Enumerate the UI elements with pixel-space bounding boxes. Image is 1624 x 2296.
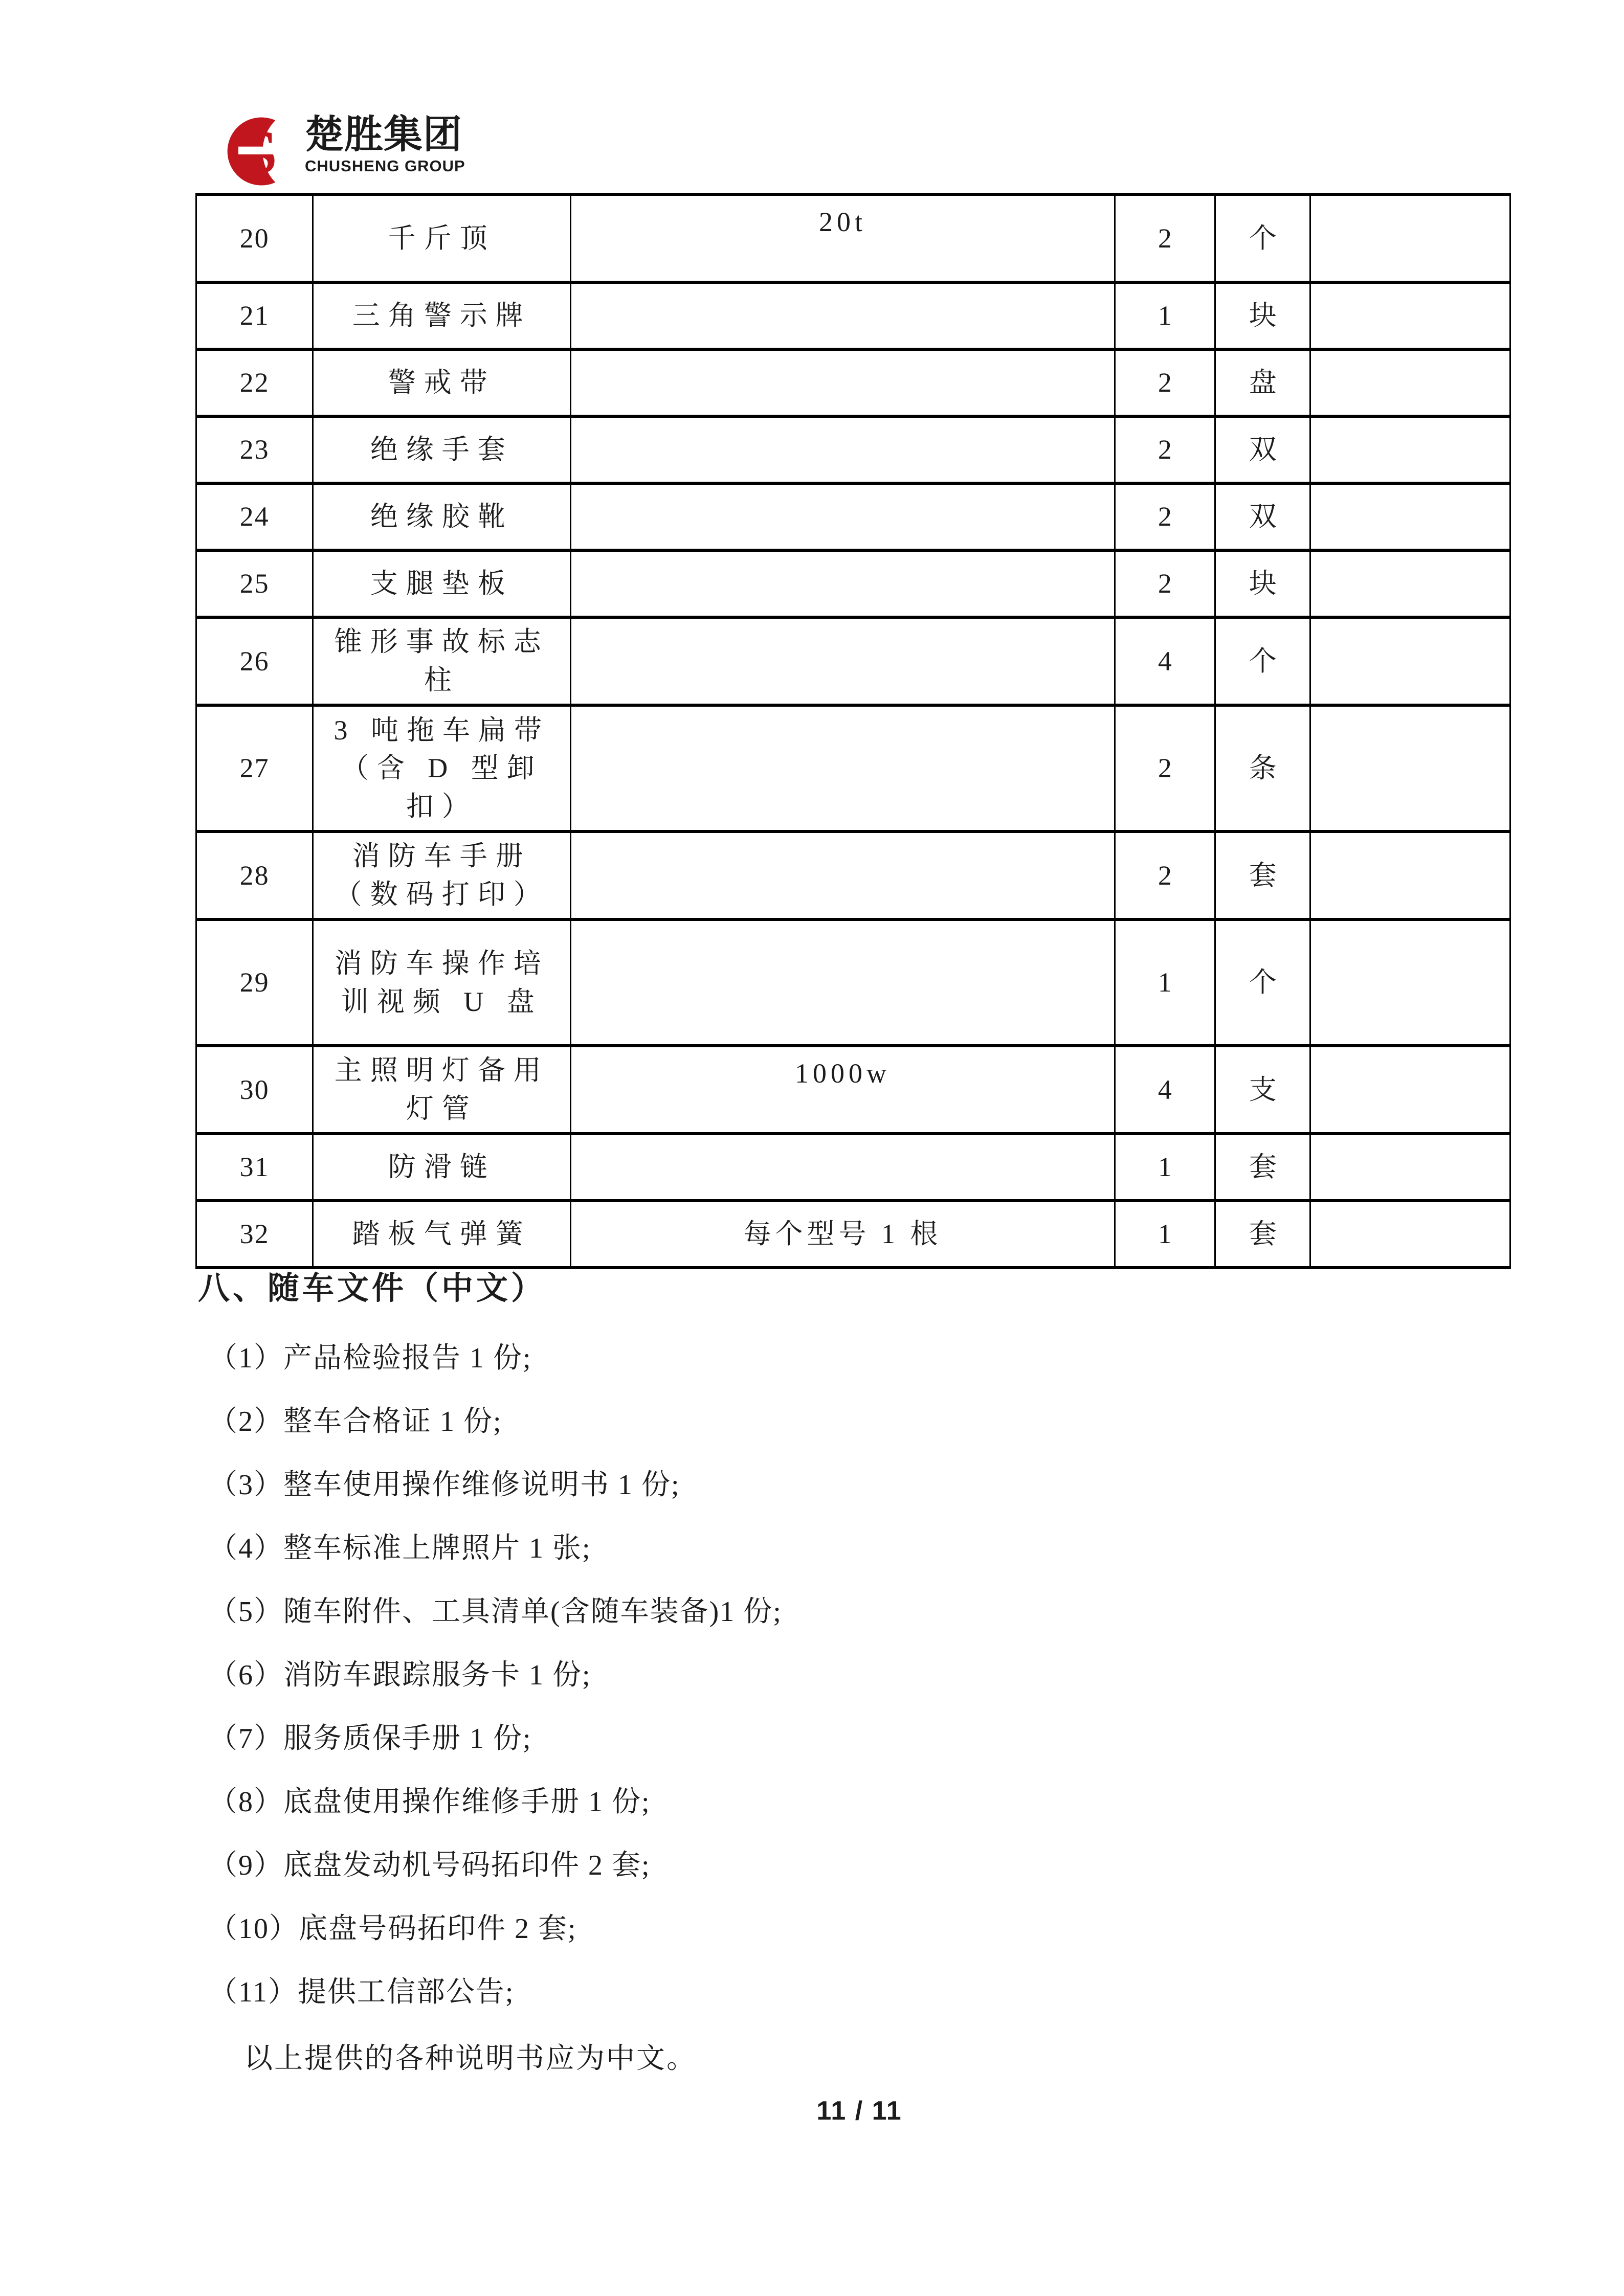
cell-name: 消防车手册（数码打印） bbox=[313, 831, 571, 919]
cell-qty: 1 bbox=[1115, 919, 1215, 1046]
cell-no: 29 bbox=[196, 919, 313, 1046]
cell-spec bbox=[571, 831, 1115, 919]
cell-no: 26 bbox=[196, 617, 313, 705]
doc-item: （8）底盘使用操作维修手册 1 份; bbox=[209, 1786, 651, 1818]
cell-unit: 盘 bbox=[1215, 349, 1310, 416]
doc-item: （7）服务质保手册 1 份; bbox=[209, 1723, 532, 1754]
cell-no: 22 bbox=[196, 349, 313, 416]
cell-no: 21 bbox=[196, 282, 313, 349]
company-name-cn: 楚胜集团 bbox=[305, 113, 462, 156]
cell-remark bbox=[1310, 349, 1510, 416]
cell-remark bbox=[1310, 282, 1510, 349]
cell-unit: 套 bbox=[1215, 1134, 1310, 1201]
cell-name: 警戒带 bbox=[313, 349, 571, 416]
cell-name: 消防车操作培训视频 U 盘 bbox=[313, 919, 571, 1046]
cell-unit: 支 bbox=[1215, 1046, 1310, 1134]
cell-remark bbox=[1310, 919, 1510, 1046]
cell-unit: 个 bbox=[1215, 194, 1310, 282]
cell-no: 30 bbox=[196, 1046, 313, 1134]
cell-qty: 1 bbox=[1115, 1134, 1215, 1201]
cell-name: 3 吨拖车扁带（含 D 型卸扣） bbox=[313, 705, 571, 831]
cell-qty: 1 bbox=[1115, 282, 1215, 349]
cell-qty: 2 bbox=[1115, 416, 1215, 483]
table-row bbox=[196, 617, 1510, 705]
cell-unit: 套 bbox=[1215, 1201, 1310, 1268]
cell-unit: 块 bbox=[1215, 282, 1310, 349]
cell-spec bbox=[571, 705, 1115, 831]
cell-no: 20 bbox=[196, 194, 313, 282]
doc-item: （10）底盘号码拓印件 2 套; bbox=[209, 1913, 577, 1945]
cell-name: 绝缘胶靴 bbox=[313, 483, 571, 550]
cell-no: 31 bbox=[196, 1134, 313, 1201]
cell-name: 防滑链 bbox=[313, 1134, 571, 1201]
page-number: 11 / 11 bbox=[816, 2096, 902, 2126]
cell-spec: 每个型号 1 根 bbox=[571, 1201, 1115, 1268]
cell-remark bbox=[1310, 550, 1510, 617]
table-row bbox=[196, 831, 1510, 919]
table-row bbox=[196, 919, 1510, 1046]
company-logo bbox=[219, 113, 465, 187]
cell-spec bbox=[571, 349, 1115, 416]
cell-qty: 4 bbox=[1115, 1046, 1215, 1134]
table-row bbox=[196, 416, 1510, 483]
cell-no: 23 bbox=[196, 416, 313, 483]
cell-name: 绝缘手套 bbox=[313, 416, 571, 483]
table-row bbox=[196, 705, 1510, 831]
doc-item: （9）底盘发动机号码拓印件 2 套; bbox=[209, 1850, 651, 1881]
cell-remark bbox=[1310, 1046, 1510, 1134]
table-row bbox=[196, 550, 1510, 617]
table-row bbox=[196, 1134, 1510, 1201]
doc-item: （4）整车标准上牌照片 1 张; bbox=[209, 1533, 591, 1564]
cell-spec bbox=[571, 416, 1115, 483]
table-row bbox=[196, 483, 1510, 550]
doc-item: （2）整车合格证 1 份; bbox=[209, 1406, 502, 1437]
table-row bbox=[196, 282, 1510, 349]
table-row bbox=[196, 349, 1510, 416]
cell-name: 支腿垫板 bbox=[313, 550, 571, 617]
cell-name: 锥形事故标志柱 bbox=[313, 617, 571, 705]
cell-remark bbox=[1310, 831, 1510, 919]
equipment-table bbox=[195, 193, 1511, 1269]
cell-spec bbox=[571, 483, 1115, 550]
cell-remark bbox=[1310, 617, 1510, 705]
cell-qty: 2 bbox=[1115, 194, 1215, 282]
cell-spec bbox=[571, 550, 1115, 617]
cell-remark bbox=[1310, 483, 1510, 550]
cell-remark bbox=[1310, 194, 1510, 282]
cell-spec: 20t bbox=[571, 194, 1115, 282]
doc-item: （3）整车使用操作维修说明书 1 份; bbox=[209, 1469, 680, 1501]
cell-spec: 1000w bbox=[571, 1046, 1115, 1134]
cell-qty: 2 bbox=[1115, 550, 1215, 617]
table-row bbox=[196, 194, 1510, 282]
cell-qty: 1 bbox=[1115, 1201, 1215, 1268]
cell-no: 28 bbox=[196, 831, 313, 919]
cell-name: 三角警示牌 bbox=[313, 282, 571, 349]
cell-no: 27 bbox=[196, 705, 313, 831]
cell-no: 24 bbox=[196, 483, 313, 550]
cell-unit: 个 bbox=[1215, 617, 1310, 705]
cell-qty: 2 bbox=[1115, 349, 1215, 416]
cell-qty: 2 bbox=[1115, 483, 1215, 550]
table-row bbox=[196, 1201, 1510, 1268]
doc-list-note: 以上提供的各种说明书应为中文。 bbox=[244, 2043, 697, 2075]
cell-unit: 双 bbox=[1215, 416, 1310, 483]
logo-text-block bbox=[305, 113, 465, 175]
cell-spec bbox=[571, 617, 1115, 705]
cell-unit: 条 bbox=[1215, 705, 1310, 831]
cell-remark bbox=[1310, 1201, 1510, 1268]
cell-unit: 双 bbox=[1215, 483, 1310, 550]
cell-no: 32 bbox=[196, 1201, 313, 1268]
cell-remark bbox=[1310, 1134, 1510, 1201]
cell-qty: 2 bbox=[1115, 705, 1215, 831]
cell-remark bbox=[1310, 416, 1510, 483]
cell-spec bbox=[571, 282, 1115, 349]
doc-item: （1）产品检验报告 1 份; bbox=[209, 1342, 532, 1374]
cell-qty: 2 bbox=[1115, 831, 1215, 919]
cell-remark bbox=[1310, 705, 1510, 831]
cell-no: 25 bbox=[196, 550, 313, 617]
cell-qty: 4 bbox=[1115, 617, 1215, 705]
cell-name: 踏板气弹簧 bbox=[313, 1201, 571, 1268]
section-title: 八、随车文件（中文） bbox=[198, 1271, 546, 1306]
cell-name: 千斤顶 bbox=[313, 194, 571, 282]
cell-spec bbox=[571, 1134, 1115, 1201]
cell-name: 主照明灯备用灯管 bbox=[313, 1046, 571, 1134]
cell-unit: 块 bbox=[1215, 550, 1310, 617]
cell-unit: 个 bbox=[1215, 919, 1310, 1046]
doc-item: （6）消防车跟踪服务卡 1 份; bbox=[209, 1659, 591, 1691]
cell-unit: 套 bbox=[1215, 831, 1310, 919]
table-row bbox=[196, 1046, 1510, 1134]
doc-item: （11）提供工信部公告; bbox=[209, 1976, 515, 2008]
chusheng-logo-icon bbox=[219, 116, 294, 187]
cell-spec bbox=[571, 919, 1115, 1046]
doc-item: （5）随车附件、工具清单(含随车装备)1 份; bbox=[209, 1596, 782, 1628]
company-name-en: CHUSHENG GROUP bbox=[305, 157, 465, 175]
